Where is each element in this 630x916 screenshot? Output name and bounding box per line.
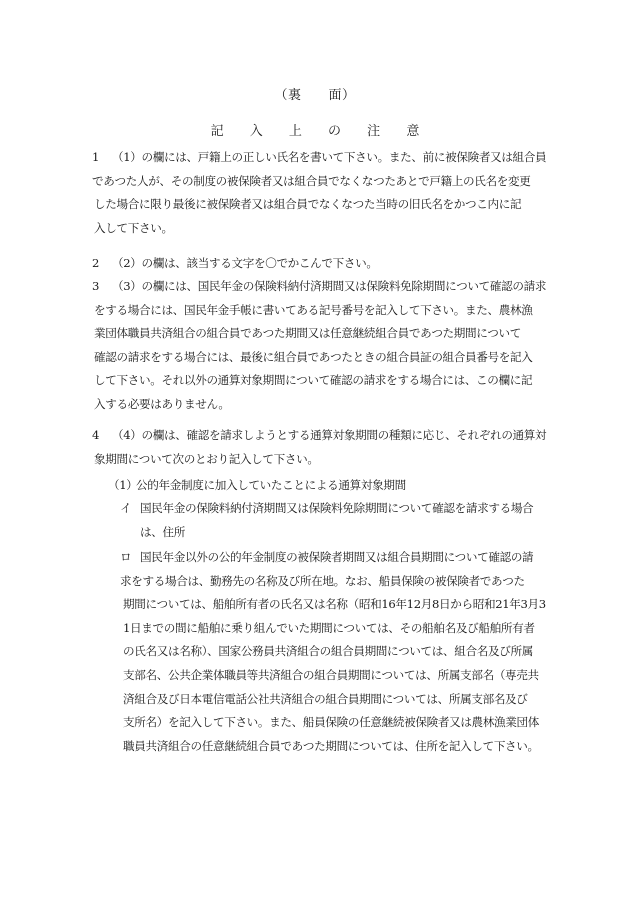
note-2 (92, 252, 378, 276)
note-1-line: であつた人が、その制度の被保険者又は組合員でなくなつたあとで戸籍上の氏名を変更 (92, 173, 531, 188)
note-4 (92, 424, 546, 471)
note-2-number: 2 (92, 256, 100, 270)
note-1-number: 1 (92, 150, 100, 164)
sub-item-ro-line: 求をする場合は、勤務先の名称及び所在地。なお、船員保険の被保険者であつた (120, 573, 525, 588)
note-3-line: 確認の請求をする場合には、最後に組合員であつたときの組合員証の組合員番号を記入 (94, 349, 533, 364)
note-1-line: 入して下さい。 (94, 220, 173, 235)
main-title: 記 入 上 の 注 意 (210, 124, 420, 139)
sub-item-ro-line: 支所名）を記入して下さい。また、船員保険の任意継続被保険者又は農林漁業団体 (123, 715, 540, 730)
note-3-line: 業団体職員共済組合の組合員であつた期間又は任意継続組合員であつた期間について (94, 326, 522, 341)
sub-item-ro-line: 職員共済組合の任意継続組合員であつた期間については、住所を記入して下さい。 (123, 738, 539, 753)
sub-item-ro-line: の氏名又は名称）、国家公務員共済組合の組合員期間については、組合名及び所属 (123, 644, 533, 659)
sub-item-ro (120, 546, 546, 758)
note-3-line: をする場合には、国民年金手帳に書いてある記号番号を記入して下さい。また、農林漁 (94, 302, 533, 317)
side-title: （裏 面） (274, 88, 356, 103)
sub-item-ro-line: 期間については、船舶所有者の氏名又は名称（昭和16年12月8日から昭和21年3月3 (123, 597, 546, 612)
sub-item-i-mark: イ (120, 501, 132, 515)
note-2-line: （2）の欄は、該当する文字を〇でかこんで下さい。 (112, 256, 378, 270)
sub-item-ro-line: 済組合及び日本電信電話公社共済組合の組合員期間については、所属支部名及び (123, 691, 528, 706)
sub-item-i-line: 国民年金の保険料納付済期間又は保険料免除期間について確認を請求する場合 (140, 501, 534, 515)
note-3-number: 3 (92, 279, 100, 293)
subsection-1 (108, 474, 406, 498)
note-4-line: （4）の欄は、確認を請求しようとする通算対象期間の種類に応じ、それぞれの通算対 (112, 428, 547, 442)
sub-item-i (120, 497, 533, 544)
note-4-line: 象期間について次のとおり記入して下さい。 (94, 451, 319, 466)
sub-item-ro-line: 1日までの間に船舶に乗り組んでいた期間については、その船舶名及び船舶所有者 (123, 620, 535, 635)
note-3 (92, 275, 546, 417)
note-1-line: した場合に限り最後に被保険者又は組合員でなくなつた当時の旧氏名をかつこ内に記 (94, 197, 522, 212)
sub-item-i-line: は、住所 (140, 524, 185, 539)
note-3-line: 入する必要はありません。 (94, 396, 230, 411)
note-1-line: （1）の欄には、戸籍上の正しい氏名を書いて下さい。また、前に被保険者又は組合員 (112, 150, 547, 164)
note-3-line: （3）の欄には、国民年金の保険料納付済期間又は保険料免除期間について確認の請求 (112, 279, 547, 293)
sub-item-ro-mark: ロ (120, 550, 132, 564)
sub-item-ro-line: 支部名、公共企業体職員等共済組合の組合員期間については、所属支部名（専売共 (123, 667, 539, 682)
note-1 (92, 146, 546, 240)
subsection-1-number: （1） (108, 478, 138, 492)
note-4-number: 4 (92, 428, 100, 442)
subsection-1-text: 公的年金制度に加入していたことによる通算対象期間 (136, 478, 406, 492)
note-3-line: して下さい。それ以外の通算対象期間について確認の請求をする場合には、この欄に記 (94, 373, 533, 388)
sub-item-ro-line: 国民年金以外の公的年金制度の被保険者期間又は組合員期間について確認の請 (140, 550, 534, 564)
